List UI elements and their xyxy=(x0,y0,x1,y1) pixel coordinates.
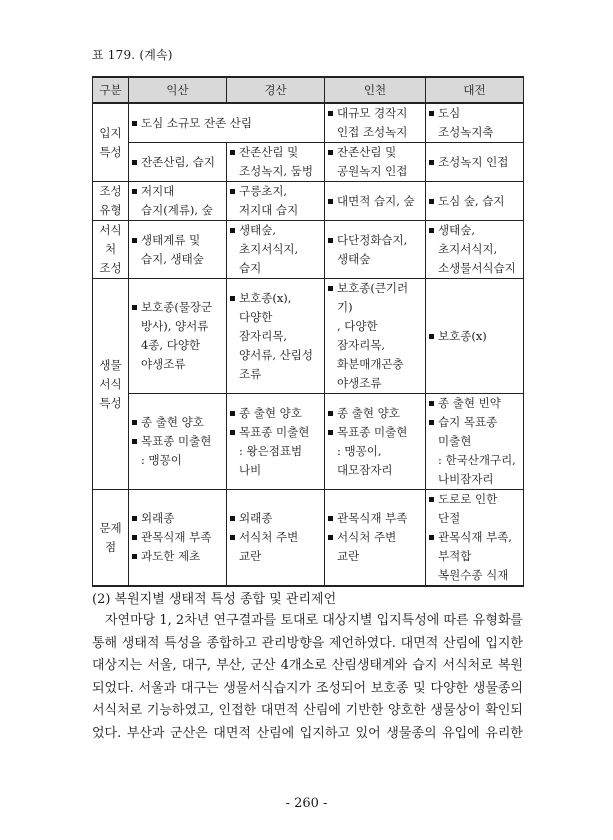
bullet-item xyxy=(327,279,423,393)
bullet-text-line: 공원녹지 인접 xyxy=(337,164,408,178)
table-header-row xyxy=(93,77,524,103)
bullet-item xyxy=(428,221,521,278)
row-category xyxy=(93,221,129,279)
bullet-text-line: , 다양한 xyxy=(337,319,378,333)
bullet-list xyxy=(131,509,224,566)
bullet-text-line: 과도한 제초 xyxy=(141,549,201,563)
bullet-list xyxy=(428,153,521,172)
bullet-text-line: 소생물서식습지 xyxy=(438,261,516,275)
bullet-text-line: 대면적 습지, 숲 xyxy=(337,193,415,208)
bullet-text-line: 관목식재 부족 xyxy=(337,511,408,525)
header-category: 구분 xyxy=(93,77,129,103)
table-row xyxy=(93,490,524,587)
bullet-item xyxy=(229,423,322,480)
header-iksan: 익산 xyxy=(129,77,227,103)
bullet-text-line: 초지서식지, xyxy=(438,242,498,256)
bullet-item xyxy=(327,404,423,423)
cell-daejeon xyxy=(426,279,524,394)
bullet-text-line: 잔존산림 및 xyxy=(239,145,299,159)
bullet-item xyxy=(131,182,224,220)
category-line: 특성 xyxy=(99,395,122,410)
bullet-item xyxy=(131,547,224,566)
row-category xyxy=(93,182,129,221)
bullet-list xyxy=(327,192,423,211)
bullet-item xyxy=(131,413,224,432)
bullet-text-line: 잔존산림, 습지 xyxy=(141,154,215,169)
body-line: 서식처로 기능하였고, 인접한 대면적 산림에 기반한 양호한 생물상이 확인되 xyxy=(92,703,523,719)
bullet-text-line: 다양한 xyxy=(239,309,273,324)
cell-gyeongsan xyxy=(227,394,325,490)
bullet-list xyxy=(428,104,521,142)
bullet-item xyxy=(131,528,224,547)
body-line: 었다. 부산과 군산은 대면적 산림에 입지하고 있어 생물종의 유입에 유리한 xyxy=(92,725,523,741)
bullet-list xyxy=(229,182,322,220)
bullet-item xyxy=(428,413,521,489)
cell-daejeon xyxy=(426,394,524,490)
bullet-item xyxy=(229,143,322,181)
bullet-list xyxy=(428,327,521,346)
cell-gyeongsan xyxy=(227,221,325,279)
category-line: 처 xyxy=(104,242,117,256)
cell-daejeon xyxy=(426,490,524,587)
cell-incheon xyxy=(325,279,426,394)
category-line: 입지 xyxy=(99,125,122,140)
bullet-text-line: 보호종(x) xyxy=(438,328,487,343)
bullet-list xyxy=(229,143,322,181)
bullet-item xyxy=(131,509,224,528)
bullet-list xyxy=(229,289,322,384)
bullet-text-line: 미출현 xyxy=(438,434,472,448)
bullet-text-line: 잠자리목, xyxy=(239,328,288,343)
bullet-text-line: 습지(계류), 숲 xyxy=(141,203,213,217)
habitat-comparison-table xyxy=(92,76,524,587)
header-gyeongsan: 경산 xyxy=(227,77,325,103)
cell-incheon xyxy=(325,182,426,221)
bullet-item xyxy=(229,404,322,423)
bullet-item xyxy=(428,104,521,142)
bullet-list xyxy=(327,404,423,480)
bullet-text-line: 보호종(물장군 xyxy=(141,300,213,314)
body-line: 자연마당 1, 2차년 연구결과를 토대로 대상지별 입지특성에 따른 유형화를 xyxy=(105,613,523,628)
bullet-text-line: 습지, 생태숲 xyxy=(141,251,204,266)
bullet-text-line: 조성녹지 인접 xyxy=(438,154,509,169)
section-heading: (2) 복원지별 생태적 특성 종합 및 관리제언 xyxy=(92,592,337,607)
table-row xyxy=(93,143,524,182)
category-line: 문제 xyxy=(99,520,122,535)
bullet-text-line: 종 출현 양호 xyxy=(141,415,204,429)
body-line: 통해 생태적 특성을 종합하고 관리방향을 제언하였다. 대면적 산림에 입지한 xyxy=(92,635,523,651)
bullet-item xyxy=(327,528,423,566)
bullet-list xyxy=(428,221,521,278)
bullet-text-line: 도로로 인한 xyxy=(438,492,498,506)
category-line: 점 xyxy=(104,539,117,554)
bullet-text-line: 구릉초지, xyxy=(239,184,288,198)
bullet-text-line: 화분매개곤충 xyxy=(337,357,404,371)
bullet-text-line: 대모잠자리 xyxy=(337,462,393,477)
bullet-item xyxy=(428,327,521,346)
bullet-item xyxy=(229,289,322,384)
bullet-item xyxy=(229,182,322,220)
cell-gyeongsan xyxy=(227,182,325,221)
cell-iksan xyxy=(129,143,227,182)
bullet-list xyxy=(131,114,322,133)
bullet-text-line: 외래종 xyxy=(141,511,175,525)
bullet-text-line: 교란 xyxy=(337,549,360,563)
bullet-list xyxy=(428,394,521,489)
cell-iksan xyxy=(129,490,227,587)
bullet-text-line: 관목식재 부족 xyxy=(141,530,212,544)
bullet-item xyxy=(327,192,423,211)
bullet-text-line: 서식처 주변 xyxy=(239,530,299,544)
cell-incheon xyxy=(325,103,426,143)
cell-iksan xyxy=(129,221,227,279)
bullet-text-line: 종 출현 양호 xyxy=(337,405,400,420)
bullet-list xyxy=(428,490,521,585)
category-line: 생물 xyxy=(99,357,122,372)
bullet-list xyxy=(229,221,322,278)
bullet-text-line: 야생조류 xyxy=(141,357,186,371)
bullet-item xyxy=(131,231,224,269)
bullet-text-line: 조성녹지축 xyxy=(438,125,494,139)
bullet-text-line: 나비 xyxy=(239,462,262,477)
bullet-text-line: 관목식재 부족, xyxy=(438,530,512,544)
bullet-list xyxy=(131,298,224,374)
bullet-list xyxy=(428,192,521,211)
bullet-text-line: : 왕은점표범 xyxy=(239,443,303,458)
bullet-list xyxy=(327,231,423,269)
bullet-list xyxy=(229,404,322,480)
bullet-text-line: 목표종 미출현 xyxy=(239,424,310,439)
bullet-text-line: 생태숲, xyxy=(438,223,475,237)
cell-daejeon xyxy=(426,182,524,221)
bullet-list xyxy=(327,509,423,566)
bullet-text-line: 서식처 주변 xyxy=(337,530,397,544)
bullet-text-line: 종 출현 빈약 xyxy=(438,396,501,410)
bullet-item xyxy=(327,231,423,269)
bullet-text-line: : 맹꽁이 xyxy=(141,453,182,467)
bullet-text-line: : 맹꽁이, xyxy=(337,443,382,458)
cell-incheon xyxy=(325,221,426,279)
bullet-list xyxy=(131,231,224,269)
bullet-text-line: 나비잠자리 xyxy=(438,472,494,486)
body-line: 되었다. 서울과 대구는 생물서식습지가 조성되어 보호종 및 다양한 생물종의 xyxy=(92,680,523,696)
bullet-list xyxy=(229,509,322,566)
bullet-text-line: 방사), 양서류 xyxy=(141,319,209,333)
bullet-list xyxy=(327,143,423,181)
category-line: 특성 xyxy=(99,144,122,159)
body-paragraph xyxy=(92,610,523,746)
body-line: 대상지는 서울, 대구, 부산, 군산 4개소로 산림생태계와 습지 서식처로 복원 xyxy=(92,658,523,674)
bullet-list xyxy=(327,279,423,393)
bullet-item xyxy=(428,528,521,585)
bullet-text-line: 다단정화습지, xyxy=(337,232,408,247)
cell-iksan xyxy=(129,394,227,490)
category-line: 조성 xyxy=(99,261,122,275)
row-category xyxy=(93,279,129,490)
bullet-text-line: 저지대 xyxy=(141,184,175,198)
table-row xyxy=(93,221,524,279)
header-daejeon: 대전 xyxy=(426,77,524,103)
page-number: - 260 - xyxy=(285,796,328,811)
bullet-text-line: 야생조류 xyxy=(337,376,382,390)
bullet-item xyxy=(327,423,423,480)
bullet-item xyxy=(428,153,521,172)
cell-iksan xyxy=(129,182,227,221)
table-row xyxy=(93,182,524,221)
cell-iksan xyxy=(129,279,227,394)
bullet-text-line: 습지 xyxy=(239,261,262,275)
cell-daejeon xyxy=(426,143,524,182)
bullet-text-line: 도심 xyxy=(438,106,461,120)
bullet-item xyxy=(131,114,322,133)
table-row xyxy=(93,279,524,394)
bullet-text-line: 목표종 미출현 xyxy=(141,434,212,448)
bullet-item xyxy=(229,221,322,278)
bullet-item xyxy=(428,394,521,413)
table-row xyxy=(93,103,524,143)
bullet-text-line: 보호종(x), xyxy=(239,290,292,305)
row-category xyxy=(93,490,129,587)
bullet-item xyxy=(131,298,224,374)
bullet-text-line: 목표종 미출현 xyxy=(337,424,408,439)
bullet-item xyxy=(327,509,423,528)
bullet-item xyxy=(327,143,423,181)
bullet-item xyxy=(131,153,224,172)
bullet-text-line: 생태숲 xyxy=(337,251,371,266)
bullet-text-line: 단절 xyxy=(438,511,461,525)
bullet-text-line: 복원수종 식재 xyxy=(438,568,509,582)
bullet-text-line: 외래종 xyxy=(239,511,273,525)
category-line: 서식 xyxy=(99,376,122,391)
cell-incheon xyxy=(325,143,426,182)
bullet-list xyxy=(327,104,423,142)
bullet-item xyxy=(229,509,322,528)
table-row xyxy=(93,394,524,490)
bullet-text-line: 대규모 경작지 xyxy=(337,106,408,120)
bullet-text-line: 초지서식지, xyxy=(239,242,299,256)
bullet-text-line: 잠자리목, xyxy=(337,338,386,352)
cell-incheon xyxy=(325,394,426,490)
bullet-text-line: 잔존산림 및 xyxy=(337,145,397,159)
bullet-text-line: 부적합 xyxy=(438,549,472,563)
bullet-item xyxy=(428,490,521,528)
bullet-text-line: 도심 소규모 잔존 산림 xyxy=(141,115,252,130)
header-incheon: 인천 xyxy=(325,77,426,103)
row-category xyxy=(93,103,129,182)
bullet-item xyxy=(327,104,423,142)
table-caption: 표 179. (계속) xyxy=(92,48,173,62)
cell-incheon xyxy=(325,490,426,587)
bullet-text-line: : 한국산개구리, xyxy=(438,453,516,467)
bullet-list xyxy=(131,413,224,470)
category-line: 유형 xyxy=(99,203,122,217)
bullet-text-line: 보호종(큰기러기) xyxy=(337,281,409,314)
cell-gyeongsan xyxy=(227,279,325,394)
bullet-text-line: 조류 xyxy=(239,366,262,381)
cell-daejeon xyxy=(426,103,524,143)
bullet-text-line: 도심 숲, 습지 xyxy=(438,193,505,208)
bullet-text-line: 교란 xyxy=(239,549,262,563)
bullet-item xyxy=(428,192,521,211)
bullet-text-line: 조성녹지, 둠벙 xyxy=(239,164,313,178)
bullet-item xyxy=(131,432,224,470)
bullet-text-line: 생태숲, xyxy=(239,223,276,237)
cell-gyeongsan xyxy=(227,490,325,587)
bullet-text-line: 양서류, 산림성 xyxy=(239,347,313,362)
category-line: 조성 xyxy=(99,184,122,198)
cell-daejeon xyxy=(426,221,524,279)
category-line: 서식 xyxy=(99,223,122,237)
bullet-item xyxy=(229,528,322,566)
bullet-list xyxy=(131,153,224,172)
bullet-text-line: 4종, 다양한 xyxy=(141,338,201,352)
bullet-text-line: 인접 조성녹지 xyxy=(337,125,408,139)
bullet-text-line: 저지대 습지 xyxy=(239,203,299,217)
cell-iksan-gyeongsan-merged xyxy=(129,103,325,143)
bullet-list xyxy=(131,182,224,220)
bullet-text-line: 생태계류 및 xyxy=(141,232,201,247)
cell-gyeongsan xyxy=(227,143,325,182)
bullet-text-line: 종 출현 양호 xyxy=(239,405,302,420)
bullet-text-line: 습지 목표종 xyxy=(438,415,498,429)
